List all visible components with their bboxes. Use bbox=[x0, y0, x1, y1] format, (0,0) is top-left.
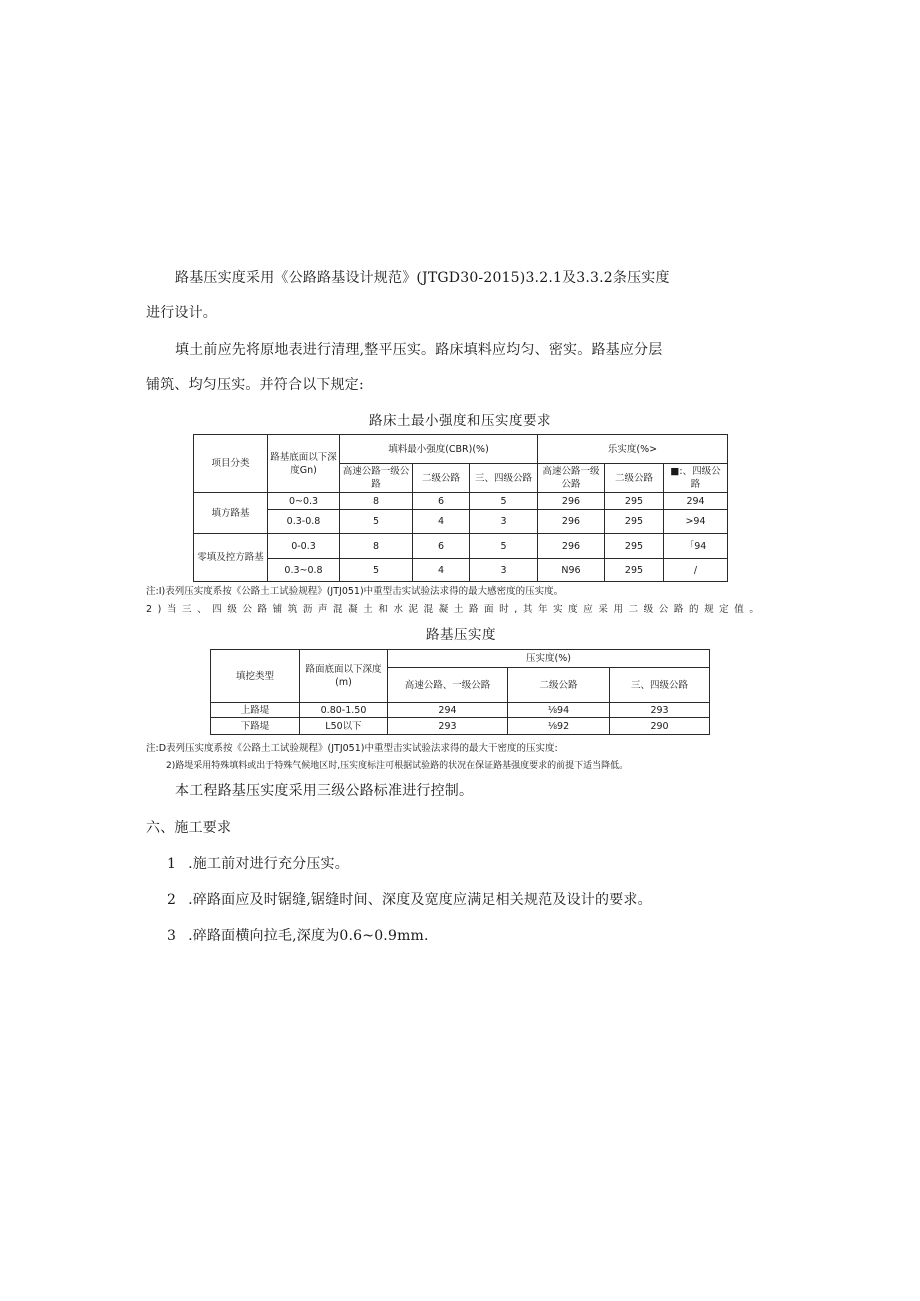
cell-value: 8 bbox=[340, 534, 413, 559]
cell-value: 295 bbox=[605, 559, 664, 582]
paragraph-fill-prep-line1: 填土前应先将原地表进行清理,整平压实。路床填料应均匀、密实。路基应分层 bbox=[175, 342, 663, 358]
table2-note-2: 2)路堤采用特殊填料或出于特殊气候地区时,压实度标注可根据试验路的状况在保证路基强度要求的前提下适当降低。 bbox=[166, 761, 629, 771]
cell-value: 5 bbox=[470, 493, 538, 510]
cell-value: N96 bbox=[538, 559, 605, 582]
header-comp-class34: ■:、四级公路 bbox=[664, 464, 728, 493]
cell-value: 5 bbox=[340, 510, 413, 534]
cell-type: 下路堤 bbox=[211, 718, 300, 735]
table1-title: 路床土最小强度和压实度要求 bbox=[369, 413, 551, 429]
cell-value: 294 bbox=[664, 493, 728, 510]
cell-depth: 0.80-1.50 bbox=[300, 703, 388, 718]
cell-value: >94 bbox=[664, 510, 728, 534]
cell-value: 296 bbox=[538, 534, 605, 559]
cell-value: 3 bbox=[470, 559, 538, 582]
cell-value: 4 bbox=[413, 559, 470, 582]
cell-value: 290 bbox=[610, 718, 710, 735]
cell-value: ⅛92 bbox=[508, 718, 610, 735]
list-item bbox=[167, 925, 429, 945]
subgrade-compaction-table bbox=[210, 649, 710, 735]
group-label-zero-fill-cut: 零填及控方路基 bbox=[194, 534, 268, 582]
list-item bbox=[167, 853, 349, 873]
cell-value: ⅛94 bbox=[508, 703, 610, 718]
cell-value: 4 bbox=[413, 510, 470, 534]
group-label-fill: 填方路基 bbox=[194, 493, 268, 534]
table-row bbox=[211, 718, 710, 735]
paragraph-project-standard: 本工程路基压实度采用三级公路标准进行控制。 bbox=[175, 783, 474, 799]
cell-depth: L50以下 bbox=[300, 718, 388, 735]
header-class2: 二级公路 bbox=[508, 668, 610, 703]
table-row bbox=[194, 510, 728, 534]
paragraph-fill-prep-line2: 铺筑、均匀压实。并符合以下规定: bbox=[146, 377, 364, 393]
section-heading-construction-requirements: 六、施工要求 bbox=[146, 820, 232, 836]
cell-depth: 0-0.3 bbox=[268, 534, 340, 559]
table-row bbox=[194, 534, 728, 559]
paragraph-compaction-basis-line2: 进行设计。 bbox=[146, 305, 217, 321]
header-depth: 路面底面以下深度(m) bbox=[300, 650, 388, 703]
header-cbr-class2: 二级公路 bbox=[413, 464, 470, 493]
header-category: 项目分类 bbox=[194, 435, 268, 493]
header-compaction-group: 乐实度(%> bbox=[538, 435, 728, 464]
cell-value: 3 bbox=[470, 510, 538, 534]
cell-value: 294 bbox=[388, 703, 508, 718]
header-comp-highway: 高速公路一级公路 bbox=[538, 464, 605, 493]
header-depth: 路基底面以下深度Gn) bbox=[268, 435, 340, 493]
paragraph-compaction-basis-line1: 路基压实度采用《公路路基设计规范》(JTGD30-2015)3.2.1及3.3.2条压实度 bbox=[175, 270, 670, 286]
cell-value: 6 bbox=[413, 534, 470, 559]
header-cbr-highway: 高速公路一级公路 bbox=[340, 464, 413, 493]
cell-value: 296 bbox=[538, 510, 605, 534]
list-item-number: 3 bbox=[167, 928, 177, 944]
cell-value: 295 bbox=[605, 510, 664, 534]
table2-note-1: 注:D表列压实度系按《公路土工试验规程》(JTJ051)中重型击实试验法求得的最大干密度的压实度: bbox=[146, 743, 558, 754]
header-cbr-group: 填料最小强度(CBR)(%) bbox=[340, 435, 538, 464]
cell-value: / bbox=[664, 559, 728, 582]
cell-value: 293 bbox=[610, 703, 710, 718]
cell-value: 5 bbox=[470, 534, 538, 559]
cell-depth: 0.3~0.8 bbox=[268, 559, 340, 582]
cell-value: 8 bbox=[340, 493, 413, 510]
list-item-number: 1 bbox=[167, 856, 177, 872]
header-cbr-class34: 三、四级公路 bbox=[470, 464, 538, 493]
list-item-text: .碎路面应及时锯缝,锯缝时间、深度及宽度应满足相关规范及设计的要求。 bbox=[188, 892, 652, 908]
cell-value: 6 bbox=[413, 493, 470, 510]
table1-note-2: 2)当三、四级公路铺筑沥声混凝土和水泥混凝土路面时,其年实度应采用二级公路的规定值。 bbox=[146, 604, 765, 615]
subgrade-strength-table bbox=[193, 434, 728, 582]
table1-note-1: 注:I)表列压实度系按《公路土工试验规程》(JTJ051)中重型击实试验法求得的最大感密度的压实度。 bbox=[146, 586, 564, 597]
list-item-number: 2 bbox=[167, 892, 177, 908]
list-item-text: .施工前对进行充分压实。 bbox=[188, 856, 349, 872]
header-compaction-group: 压实度(%) bbox=[388, 650, 710, 668]
cell-value: 「94 bbox=[664, 534, 728, 559]
cell-value: 296 bbox=[538, 493, 605, 510]
header-comp-class2: 二级公路 bbox=[605, 464, 664, 493]
list-item-text: .碎路面横向拉毛,深度为0.6~0.9mm. bbox=[188, 928, 429, 944]
cell-depth: 0.3-0.8 bbox=[268, 510, 340, 534]
cell-value: 5 bbox=[340, 559, 413, 582]
table-row bbox=[194, 493, 728, 510]
table-row bbox=[211, 703, 710, 718]
cell-value: 295 bbox=[605, 534, 664, 559]
header-highway: 高速公路、一级公路 bbox=[388, 668, 508, 703]
list-item bbox=[167, 889, 652, 909]
cell-value: 293 bbox=[388, 718, 508, 735]
table-row bbox=[194, 559, 728, 582]
header-class34: 三、四级公路 bbox=[610, 668, 710, 703]
cell-depth: 0~0.3 bbox=[268, 493, 340, 510]
cell-type: 上路堤 bbox=[211, 703, 300, 718]
table2-title: 路基压实度 bbox=[426, 627, 496, 643]
header-type: 填挖类型 bbox=[211, 650, 300, 703]
cell-value: 295 bbox=[605, 493, 664, 510]
